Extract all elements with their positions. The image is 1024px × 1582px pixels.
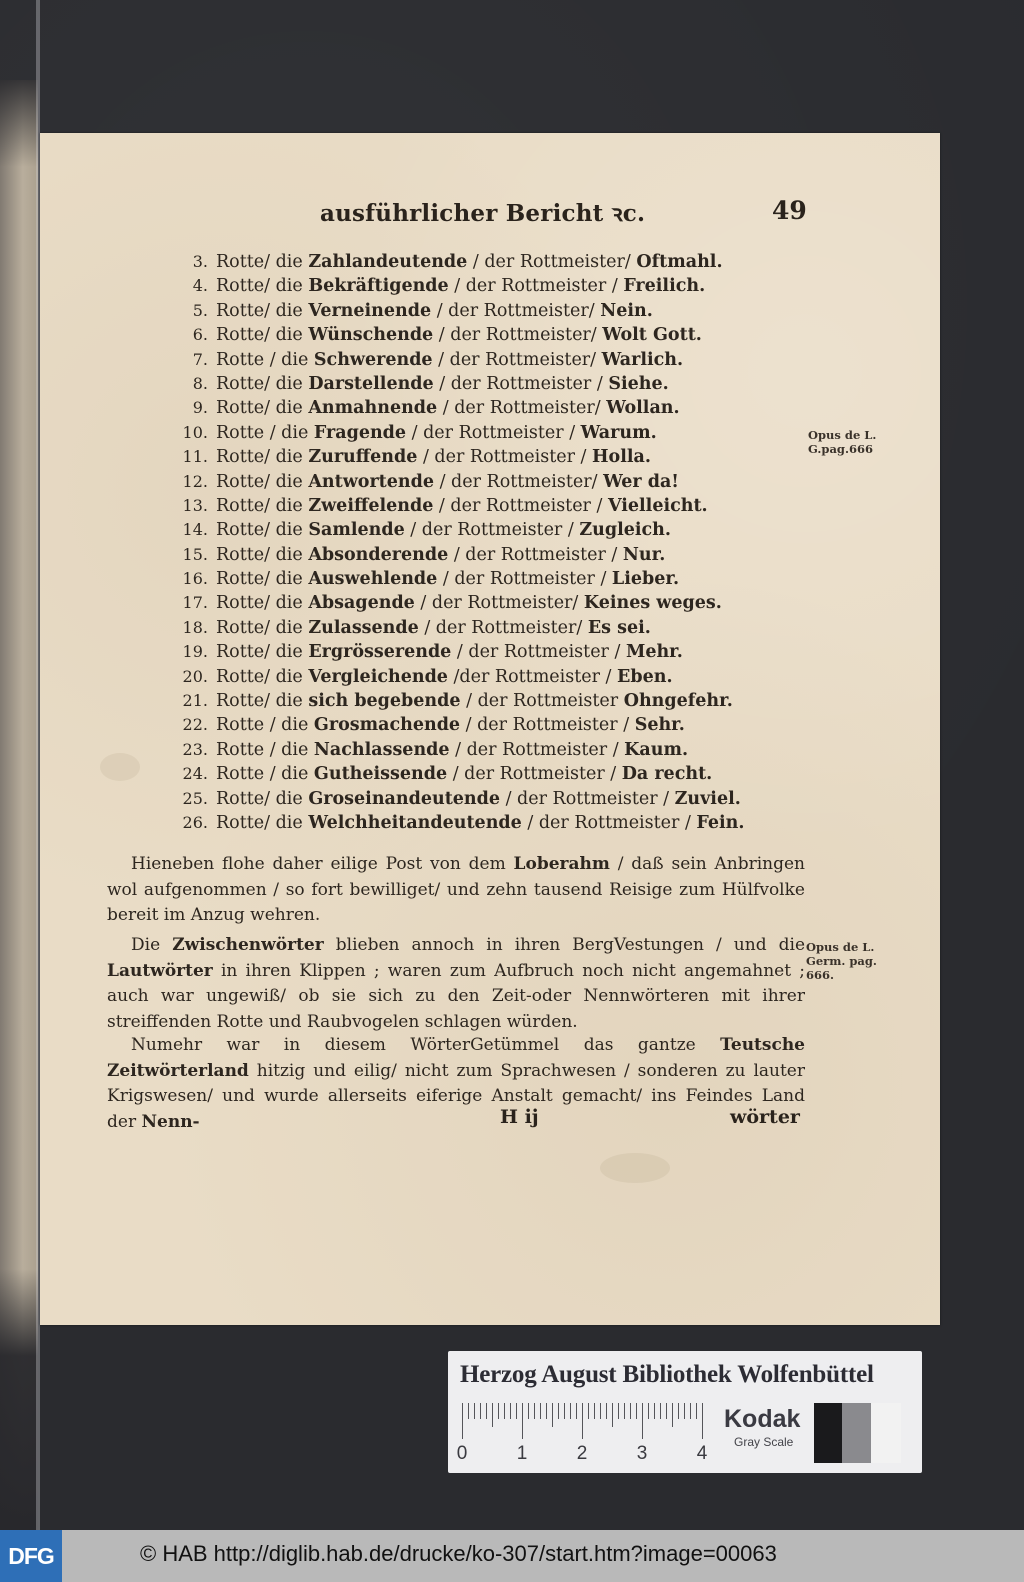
ruler-tick <box>672 1403 673 1427</box>
article: die <box>275 617 303 638</box>
margin-note <box>806 940 877 982</box>
group-name: Verneinende <box>308 300 432 321</box>
rottmeister-label: / der Rottmeister / <box>453 544 618 565</box>
paragraph <box>107 852 805 929</box>
leader-word: Ohngefehr. <box>623 691 733 712</box>
rottmeister-label: / der Rottmeister / <box>456 642 621 663</box>
list-number: 5. <box>192 300 208 320</box>
ruler-tick <box>606 1403 607 1419</box>
ruler-tick <box>486 1403 487 1419</box>
ruler-tick <box>480 1403 481 1419</box>
rotte-label: Rotte/ <box>216 812 271 833</box>
rotte-label: Rotte / <box>216 764 276 785</box>
page-number: 49 <box>772 196 807 225</box>
rottmeister-label: / der Rottmeister / <box>411 422 576 443</box>
ruler-tick <box>498 1403 499 1419</box>
article: die <box>275 398 303 419</box>
rottmeister-label: / der Rottmeister/ <box>438 325 597 346</box>
swatch-gray <box>842 1403 871 1463</box>
ruler-tick <box>576 1403 577 1419</box>
rotte-label: Rotte/ <box>216 447 271 468</box>
ruler-tick <box>618 1403 619 1419</box>
list-number: 25. <box>182 788 208 808</box>
article: die <box>281 715 309 736</box>
group-name: Zulassende <box>308 617 419 638</box>
ruler-tick <box>534 1403 535 1419</box>
leader-word: Lieber. <box>611 569 680 590</box>
ruler-tick <box>642 1403 643 1439</box>
emphasis-term: Teutsche Zeitwörterland <box>107 1035 805 1081</box>
list-number: 8. <box>192 373 208 393</box>
ruler-tick <box>570 1403 571 1419</box>
library-name: Herzog August Bibliothek Wolfenbüttel <box>460 1361 874 1388</box>
leader-word: Nur. <box>622 544 666 565</box>
list-item <box>160 494 780 518</box>
ruler-tick <box>702 1403 703 1439</box>
color-target-card <box>448 1351 922 1473</box>
group-name: Fragende <box>313 422 407 443</box>
list-number: 20. <box>182 666 208 686</box>
list-number: 13. <box>182 495 208 515</box>
list-number: 6. <box>192 325 208 345</box>
article: die <box>275 252 303 272</box>
list-item <box>160 445 780 469</box>
group-name: Antwortende <box>308 471 434 492</box>
article: die <box>275 788 303 809</box>
list-item <box>160 689 780 713</box>
list-item <box>160 543 780 567</box>
group-name: sich begebende <box>308 691 461 712</box>
rottmeister-label: / der Rottmeister/ <box>436 300 595 321</box>
ruler-tick <box>690 1403 691 1419</box>
ruler-tick <box>492 1403 493 1427</box>
paper-stain <box>600 1153 670 1183</box>
list-number: 9. <box>192 398 208 418</box>
ruler-tick <box>654 1403 655 1419</box>
list-item <box>160 323 780 347</box>
group-name: Zweiffelende <box>308 495 434 516</box>
list-item <box>160 567 780 591</box>
rotte-label: Rotte/ <box>216 495 271 516</box>
article: die <box>275 471 303 492</box>
leader-word: Holla. <box>592 447 651 468</box>
list-item <box>160 762 780 786</box>
rottmeister-label: / der Rottmeister/ <box>438 349 597 370</box>
leader-word: Kaum. <box>624 739 689 760</box>
ruler-tick <box>594 1403 595 1419</box>
article: die <box>275 520 303 541</box>
list-number: 19. <box>182 642 208 662</box>
paragraph <box>107 933 805 1035</box>
article: die <box>275 300 303 321</box>
paragraph-text: / daß sein Anbringen wol aufgenommen / so fort bewilliget/ und zehn tausend Reisige zum Hülfvolke bereit im Anzug wehren. <box>107 854 805 925</box>
article: die <box>275 373 303 394</box>
rotte-label: Rotte/ <box>216 252 271 272</box>
list-number: 14. <box>182 520 208 540</box>
list-item <box>160 348 780 372</box>
group-name: Zuruffende <box>308 447 418 468</box>
paper-stain <box>100 753 140 781</box>
article: die <box>275 325 303 346</box>
rottmeister-label: / der Rottmeister / <box>442 569 607 590</box>
leader-word: Zuviel. <box>674 788 741 809</box>
article: die <box>281 349 309 370</box>
article: die <box>275 544 303 565</box>
ruler-label: 0 <box>456 1443 468 1464</box>
group-name: Schwerende <box>313 349 433 370</box>
ruler-label: 1 <box>516 1443 528 1464</box>
rotte-label: Rotte/ <box>216 544 271 565</box>
rotte-label: Rotte/ <box>216 373 271 394</box>
ruler-label: 3 <box>636 1443 648 1464</box>
margin-note-line: 666. <box>806 968 835 982</box>
ruler-tick <box>624 1403 625 1419</box>
margin-note <box>808 428 876 456</box>
leader-word: Es sei. <box>587 617 651 638</box>
rotte-label: Rotte/ <box>216 642 271 663</box>
ruler-tick <box>630 1403 631 1419</box>
rotte-label: Rotte/ <box>216 520 271 541</box>
rotte-label: Rotte / <box>216 422 276 443</box>
ruler-tick <box>528 1403 529 1419</box>
margin-note-line: Germ. pag. <box>806 954 877 968</box>
group-name: Darstellende <box>308 373 434 394</box>
list-number: 16. <box>182 569 208 589</box>
list-item <box>160 591 780 615</box>
rottmeister-label: / der Rottmeister / <box>438 495 603 516</box>
emphasis-term: Zwischenwörter <box>172 935 324 955</box>
list-item <box>160 640 780 664</box>
leader-word: Eben. <box>617 666 673 687</box>
footer-bar <box>0 1530 1024 1582</box>
kodak-logo: Kodak <box>724 1405 801 1433</box>
leader-word: Warlich. <box>601 349 684 370</box>
group-name: Auswehlende <box>308 569 438 590</box>
ruler-tick <box>462 1403 463 1439</box>
ruler-tick <box>666 1403 667 1419</box>
list-item <box>160 274 780 298</box>
group-name: Zahlandeutende <box>308 252 468 272</box>
list-number: 22. <box>182 715 208 735</box>
list-number: 12. <box>182 471 208 491</box>
article: die <box>281 422 309 443</box>
leader-word: Mehr. <box>625 642 683 663</box>
paragraph-text: Hieneben flohe daher eilige Post von dem <box>131 854 514 874</box>
list-item <box>160 738 780 762</box>
rotte-label: Rotte / <box>216 715 276 736</box>
dfg-logo: DFG <box>0 1530 62 1582</box>
catchword: wörter <box>730 1106 800 1128</box>
leader-word: Oftmahl. <box>636 252 723 272</box>
article: die <box>275 593 303 614</box>
group-name: Grosmachende <box>313 715 461 736</box>
emphasis-term: Lautwörter <box>107 960 213 981</box>
leader-word: Wer da! <box>603 471 679 492</box>
rottmeister-label: / der Rottmeister / <box>439 373 603 394</box>
rotte-label: Rotte/ <box>216 617 271 638</box>
paragraph <box>107 1033 805 1135</box>
group-name: Bekräftigende <box>308 276 449 297</box>
group-name: Samlende <box>308 520 405 541</box>
article: die <box>275 447 303 468</box>
leader-word: Wolt Gott. <box>602 325 702 346</box>
leader-word: Keines weges. <box>583 593 722 614</box>
group-name: Absonderende <box>308 544 449 565</box>
ruler <box>456 1403 708 1464</box>
list-number: 10. <box>182 422 208 442</box>
list-item <box>160 713 780 737</box>
rotte-label: Rotte/ <box>216 325 271 346</box>
article: die <box>275 812 303 833</box>
list-item <box>160 470 780 494</box>
leader-word: Warum. <box>580 422 657 443</box>
copyright-link[interactable]: © HAB http://diglib.hab.de/drucke/ko-307/start.htm?image=00063 <box>140 1541 777 1566</box>
paragraph-text: in ihren Klippen ; waren zum Aufbruch noch nicht angemahnet ; auch war ungewiß/ ob sie sich zu den Zeit-oder Nennwörteren mit ihrer streiffenden Rotte und Raubvogelen schlagen würden. <box>107 960 805 1032</box>
ruler-tick <box>600 1403 601 1419</box>
swatch-white <box>871 1403 901 1463</box>
rotte-label: Rotte / <box>216 739 276 760</box>
rotte-label: Rotte/ <box>216 593 271 614</box>
rotte-label: Rotte/ <box>216 691 271 712</box>
paragraph-text: Die <box>131 935 173 955</box>
group-name: Wünschende <box>308 325 434 346</box>
leader-word: Freilich. <box>623 276 706 297</box>
list-number: 3. <box>192 252 208 271</box>
paragraph-text: Numehr war in diesem WörterGetümmel das gantze <box>131 1035 721 1055</box>
leader-word: Zugleich. <box>579 520 671 541</box>
adjacent-page-shadow <box>0 80 38 1530</box>
list-number: 11. <box>182 447 208 467</box>
paragraph-text: blieben annoch in ihren BergVestungen / und die <box>323 935 806 955</box>
leader-word: Da recht. <box>621 764 713 785</box>
group-name: Anmahnende <box>308 398 438 419</box>
article: die <box>275 691 303 712</box>
ruler-tick <box>648 1403 649 1419</box>
list-number: 7. <box>192 349 208 369</box>
ruler-tick <box>510 1403 511 1419</box>
group-name: Groseinandeutende <box>308 788 501 809</box>
list-item <box>160 250 780 274</box>
leader-word: Fein. <box>696 812 745 833</box>
ruler-tick <box>684 1403 685 1419</box>
group-name: Vergleichende <box>308 666 448 687</box>
list-number: 17. <box>182 593 208 613</box>
rottmeister-label: / der Rottmeister / <box>452 764 617 785</box>
ruler-tick <box>678 1403 679 1419</box>
leader-word: Vielleicht. <box>607 495 708 516</box>
swatch-black <box>814 1403 842 1463</box>
rottmeister-label: / der Rottmeister/ <box>420 593 579 614</box>
paragraph-text: hitzig und eilig/ nicht zum Sprachwesen / sonderen zu lauter Krigswesen/ und wurde allerseits eiferige Anstalt gemacht/ ins Feindes Land der <box>107 1060 805 1132</box>
list-number: 15. <box>182 544 208 564</box>
gray-scale-label: Gray Scale <box>734 1435 794 1449</box>
ruler-tick <box>516 1403 517 1419</box>
emphasis-term: Nenn- <box>141 1111 200 1132</box>
list-item <box>160 787 780 811</box>
rotte-label: Rotte/ <box>216 398 271 419</box>
ruler-tick <box>546 1403 547 1419</box>
rottmeister-label: /der Rottmeister / <box>453 666 612 687</box>
leader-word: Siehe. <box>608 373 669 394</box>
list-number: 23. <box>182 739 208 759</box>
margin-note-line: Opus de L. <box>808 428 877 442</box>
list-item <box>160 665 780 689</box>
rotte-label: Rotte/ <box>216 300 271 321</box>
rottmeister-label: / der Rottmeister / <box>422 447 587 468</box>
list-item <box>160 811 780 835</box>
article: die <box>275 642 303 663</box>
running-head: ausführlicher Bericht ꝛc. <box>320 200 646 227</box>
rottmeister-label: / der Rottmeister / <box>454 276 618 297</box>
rottmeister-label: / der Rottmeister / <box>410 520 574 541</box>
ruler-tick <box>588 1403 589 1419</box>
ruler-tick <box>564 1403 565 1419</box>
ruler-tick <box>504 1403 505 1419</box>
article: die <box>275 276 303 297</box>
ruler-tick <box>474 1403 475 1419</box>
list-number: 18. <box>182 617 208 637</box>
group-name: Absagende <box>308 593 415 614</box>
ruler-label: 4 <box>696 1443 708 1464</box>
rottmeister-label: / der Rottmeister / <box>505 788 670 809</box>
rottmeister-label: / der Rottmeister/ <box>424 617 583 638</box>
list-item <box>160 372 780 396</box>
rottmeister-label: / der Rottmeister / <box>455 739 619 760</box>
leader-word: Nein. <box>600 300 653 321</box>
leader-word: Sehr. <box>634 715 685 736</box>
list-number: 4. <box>192 276 208 296</box>
list-item <box>160 396 780 420</box>
article: die <box>275 495 303 516</box>
list-number: 24. <box>182 764 208 784</box>
ruler-label: 2 <box>576 1443 588 1464</box>
margin-note-line: Opus de L. <box>806 940 875 954</box>
list-number: 21. <box>182 691 208 711</box>
emphasis-term: Loberahm <box>513 854 610 874</box>
article: die <box>275 666 303 687</box>
list-item <box>160 518 780 542</box>
rottmeister-label: / der Rottmeister / <box>465 715 630 736</box>
ruler-tick <box>696 1403 697 1419</box>
article: die <box>281 739 309 760</box>
list-item <box>160 421 780 445</box>
rotte-label: Rotte/ <box>216 276 271 297</box>
group-name: Ergrösserende <box>308 642 452 663</box>
group-name: Nachlassende <box>313 739 450 760</box>
rottmeister-label: / der Rottmeister/ <box>439 471 598 492</box>
margin-note-line: G.pag.666 <box>808 442 873 456</box>
list-item <box>160 616 780 640</box>
signature-mark: H ij <box>500 1106 539 1128</box>
group-name: Welchheitandeutende <box>308 812 522 833</box>
rotte-label: Rotte / <box>216 349 276 370</box>
rotte-list <box>160 250 780 835</box>
ruler-tick <box>552 1403 553 1427</box>
rotte-label: Rotte/ <box>216 471 271 492</box>
rotte-label: Rotte/ <box>216 666 271 687</box>
ruler-tick <box>540 1403 541 1419</box>
rotte-label: Rotte/ <box>216 569 271 590</box>
rottmeister-label: / der Rottmeister/ <box>472 252 631 272</box>
list-number: 26. <box>182 812 208 832</box>
ruler-tick <box>636 1403 637 1419</box>
rottmeister-label: / der Rottmeister / <box>527 812 691 833</box>
leader-word: Wollan. <box>606 398 680 419</box>
ruler-tick <box>522 1403 523 1439</box>
rottmeister-label: / der Rottmeister <box>466 691 619 712</box>
group-name: Gutheissende <box>313 764 448 785</box>
rotte-label: Rotte/ <box>216 788 271 809</box>
ruler-tick <box>660 1403 661 1419</box>
rottmeister-label: / der Rottmeister/ <box>442 398 601 419</box>
article: die <box>281 764 309 785</box>
ruler-tick <box>468 1403 469 1419</box>
ruler-tick <box>612 1403 613 1427</box>
list-item <box>160 299 780 323</box>
article: die <box>275 569 303 590</box>
ruler-tick <box>582 1403 583 1439</box>
ruler-tick <box>558 1403 559 1419</box>
